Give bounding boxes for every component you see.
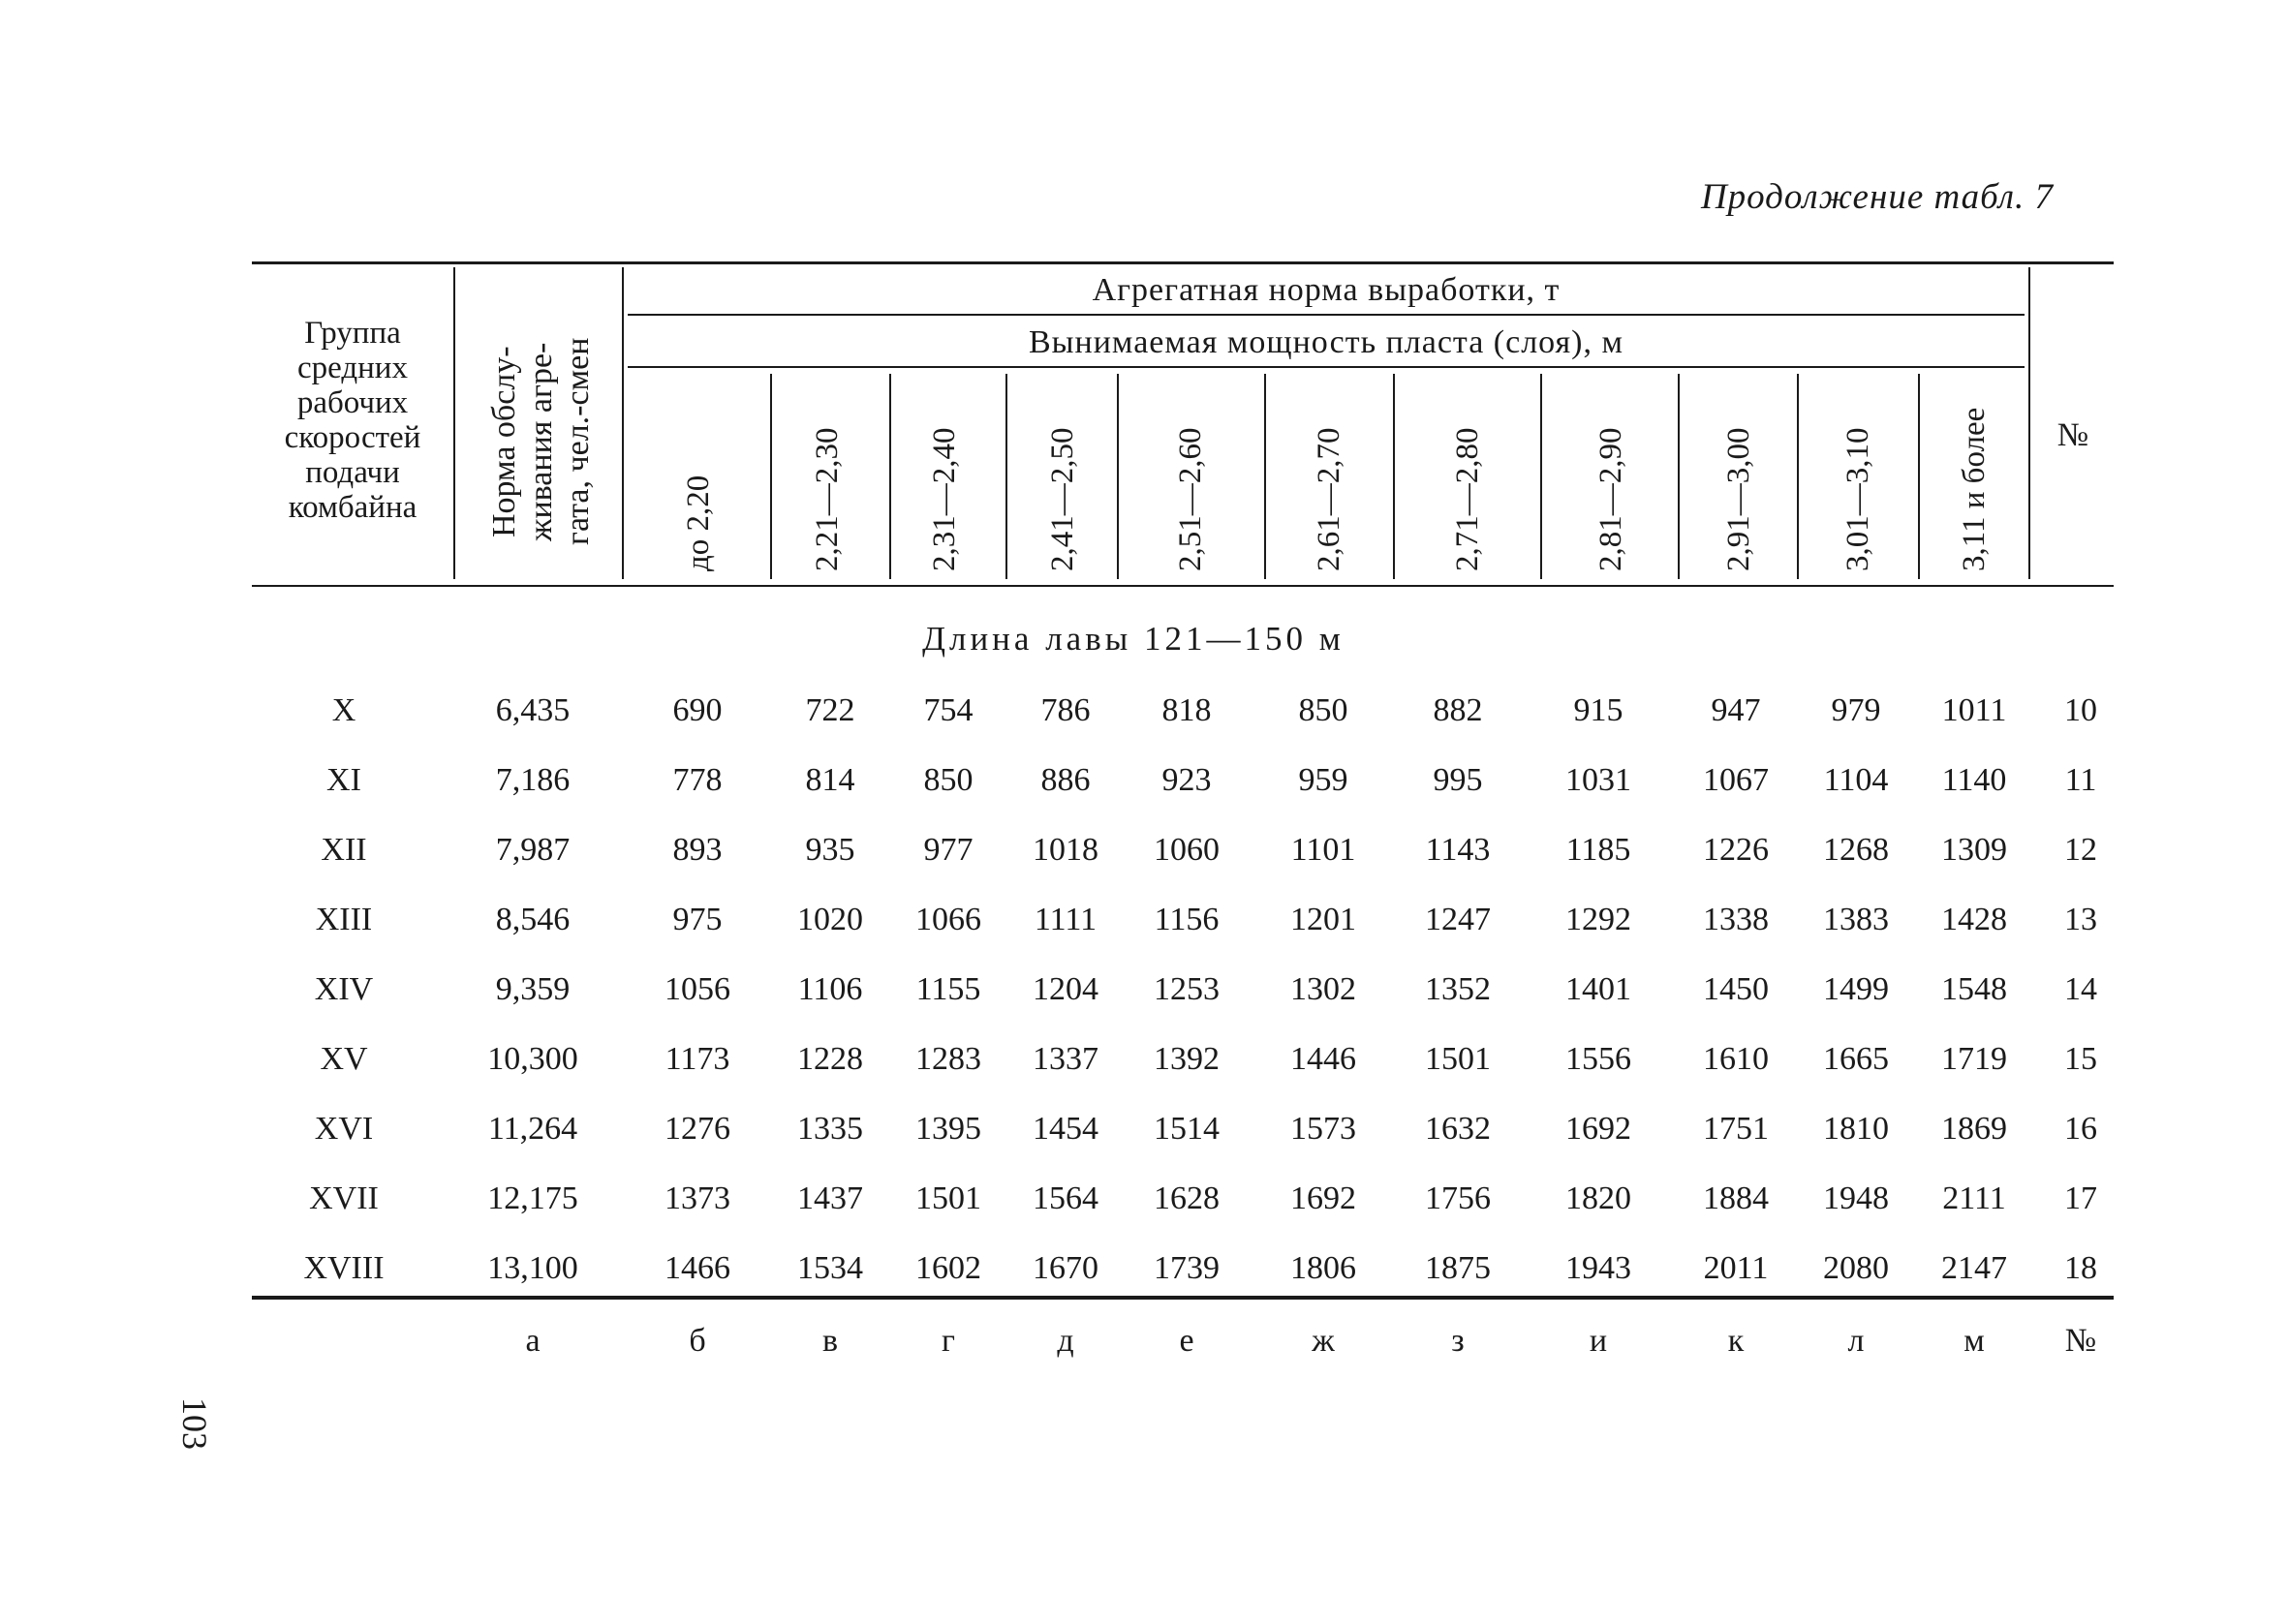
group-cell: XVI [314,1111,374,1147]
value-cell: 1514 [1154,1111,1220,1147]
value-cell: 1670 [1033,1250,1098,1286]
top-rule [252,261,2114,264]
number-cell: 14 [2064,971,2097,1007]
group-header-line: рабочих [296,385,409,420]
value-cell: 786 [1040,692,1091,728]
column-letter: ж [1312,1323,1335,1359]
value-cell: 1292 [1565,902,1631,937]
value-cell: 1548 [1941,971,2007,1007]
aggregate-norm-header: Агрегатная норма выработки, т [1092,272,1561,308]
column-letter: з [1451,1323,1465,1359]
value-cell: 882 [1433,692,1483,728]
column-letter: л [1847,1323,1865,1359]
value-cell: 1018 [1033,832,1098,868]
header-bottom-rule [252,585,2114,587]
column-letter: а [525,1323,541,1359]
norm-header [486,320,597,564]
value-cell: 1739 [1154,1250,1220,1286]
value-cell: 1556 [1565,1041,1631,1077]
value-cell: 1884 [1703,1180,1769,1216]
value-cell: 1140 [1941,762,2007,798]
section-title: Длина лавы 121—150 м [922,620,1345,658]
value-cell: 1395 [915,1111,981,1147]
value-cell: 1756 [1425,1180,1491,1216]
value-cell: 1373 [665,1180,730,1216]
norm-header-line: Норма обслу- [486,346,522,537]
divider-col-1 [770,374,772,579]
norm-cell: 8,546 [495,902,571,937]
column-letter: г [942,1323,955,1359]
number-cell: 12 [2064,832,2097,868]
value-cell: 1450 [1703,971,1769,1007]
value-cell: 1806 [1290,1250,1356,1286]
value-cell: 886 [1040,762,1091,798]
value-cell: 2111 [1942,1180,2006,1216]
column-letter: м [1963,1323,1985,1359]
value-cell: 1628 [1154,1180,1220,1216]
value-cell: 1111 [1034,902,1098,937]
value-cell: 1466 [665,1250,730,1286]
value-cell: 1943 [1565,1250,1631,1286]
divider-col-3 [1005,374,1007,579]
norm-cell: 6,435 [495,692,571,728]
number-cell: 10 [2064,692,2097,728]
group-header-line: средних [297,351,408,385]
table-row [0,682,2288,740]
norm-cell: 10,300 [487,1041,578,1077]
value-cell: 2080 [1823,1250,1889,1286]
value-cell: 1283 [915,1041,981,1077]
value-cell: 1875 [1425,1250,1491,1286]
thickness-underline [628,366,2025,368]
seam-thickness-header: Вынимаемая мощность пласта (слоя), м [1029,324,1623,360]
thickness-col-header: 2,81—2,90 [1593,427,1628,571]
value-cell: 1665 [1823,1041,1889,1077]
value-cell: 1338 [1703,902,1769,937]
value-cell: 1751 [1703,1111,1769,1147]
divider-col-2 [889,374,891,579]
value-cell: 1632 [1425,1111,1491,1147]
value-cell: 1335 [797,1111,863,1147]
value-cell: 1501 [1425,1041,1491,1077]
table-caption: Продолжение табл. 7 [1700,177,2054,217]
value-cell: 1309 [1941,832,2007,868]
value-cell: 1337 [1033,1041,1098,1077]
value-cell: 2011 [1703,1250,1769,1286]
group-cell: XVII [309,1180,379,1216]
value-cell: 850 [1298,692,1348,728]
value-cell: 1437 [797,1180,863,1216]
divider-number [2028,267,2030,579]
value-cell: 1056 [665,971,730,1007]
number-cell: 16 [2064,1111,2097,1147]
page-number: 103 [175,1397,214,1450]
thickness-col-header: 2,91—3,00 [1721,427,1756,571]
value-cell: 1820 [1565,1180,1631,1216]
divider-col-9 [1797,374,1799,579]
value-cell: 1810 [1823,1111,1889,1147]
value-cell: 1401 [1565,971,1631,1007]
divider-col-7 [1540,374,1542,579]
norm-header-line: живания агре- [523,342,559,541]
group-cell: X [331,692,356,728]
value-cell: 1155 [915,971,981,1007]
thickness-col-header: 2,31—2,40 [927,427,962,571]
table-row [0,961,2288,1019]
norm-cell: 11,264 [487,1111,578,1147]
group-cell: XIV [314,971,374,1007]
group-header [256,316,449,525]
value-cell: 1143 [1425,832,1491,868]
thickness-col-header: 3,11 и более [1957,407,1992,571]
aggregate-underline [628,314,2025,316]
value-cell: 1106 [797,971,863,1007]
column-letter: и [1589,1323,1608,1359]
value-cell: 1173 [665,1041,730,1077]
value-cell: 935 [805,832,855,868]
table-row [0,1100,2288,1158]
column-letter: д [1057,1323,1074,1359]
group-header-line: скоростей [284,420,421,455]
value-cell: 1692 [1290,1180,1356,1216]
divider-col-5 [1264,374,1266,579]
number-cell: 15 [2064,1041,2097,1077]
thickness-col-header: 2,71—2,80 [1450,427,1485,571]
value-cell: 915 [1573,692,1623,728]
thickness-col-header: 3,01—3,10 [1840,427,1875,571]
divider-norm [622,267,624,579]
value-cell: 1020 [797,902,863,937]
value-cell: 1602 [915,1250,981,1286]
divider-col-6 [1393,374,1395,579]
table-row [0,891,2288,949]
value-cell: 1428 [1941,902,2007,937]
table-row [0,751,2288,810]
column-letter: в [821,1323,839,1359]
value-cell: 754 [923,692,974,728]
value-cell: 1011 [1941,692,2007,728]
value-cell: 1204 [1033,971,1098,1007]
value-cell: 1383 [1823,902,1889,937]
value-cell: 1692 [1565,1111,1631,1147]
number-cell: 18 [2064,1250,2097,1286]
value-cell: 1060 [1154,832,1220,868]
group-cell: XV [320,1041,368,1077]
value-cell: 995 [1433,762,1483,798]
value-cell: 2147 [1941,1250,2007,1286]
column-letter: к [1727,1323,1745,1359]
number-cell: 17 [2064,1180,2097,1216]
value-cell: 1031 [1565,762,1631,798]
column-letter: № [2064,1323,2097,1359]
thickness-col-header: до 2,20 [681,475,716,571]
value-cell: 1302 [1290,971,1356,1007]
divider-col-10 [1918,374,1920,579]
value-cell: 1948 [1823,1180,1889,1216]
group-header-line: комбайна [288,490,417,525]
value-cell: 722 [805,692,855,728]
value-cell: 1869 [1941,1111,2007,1147]
table-row [0,1170,2288,1228]
thickness-col-header: 2,41—2,50 [1045,427,1080,571]
value-cell: 1446 [1290,1041,1356,1077]
norm-cell: 12,175 [487,1180,578,1216]
table-row [0,821,2288,879]
value-cell: 690 [672,692,723,728]
value-cell: 778 [672,762,723,798]
value-cell: 1564 [1033,1180,1098,1216]
value-cell: 1226 [1703,832,1769,868]
group-header-line: Группа [304,316,401,351]
value-cell: 1185 [1565,832,1631,868]
divider-col-4 [1117,374,1119,579]
number-cell: 13 [2064,902,2097,937]
value-cell: 818 [1161,692,1212,728]
column-letter: е [1179,1323,1194,1359]
divider-col-8 [1678,374,1680,579]
value-cell: 893 [672,832,723,868]
thickness-col-header: 2,21—2,30 [810,427,845,571]
value-cell: 1610 [1703,1041,1769,1077]
group-cell: XVIII [303,1250,385,1286]
value-cell: 979 [1831,692,1881,728]
group-cell: XI [326,762,361,798]
table-row [0,1240,2288,1298]
value-cell: 1499 [1823,971,1889,1007]
group-cell: XIII [315,902,373,937]
value-cell: 1276 [665,1111,730,1147]
group-header-line: подачи [305,455,400,490]
divider-group [453,267,455,579]
value-cell: 975 [672,902,723,937]
value-cell: 814 [805,762,855,798]
table-row [0,1030,2288,1088]
value-cell: 1268 [1823,832,1889,868]
group-cell: XII [321,832,367,868]
thickness-col-header: 2,51—2,60 [1173,427,1208,571]
norm-cell: 7,186 [495,762,571,798]
number-header: № [2056,417,2089,453]
value-cell: 959 [1298,762,1348,798]
value-cell: 977 [923,832,974,868]
value-cell: 1534 [797,1250,863,1286]
thickness-col-header: 2,61—2,70 [1312,427,1346,571]
value-cell: 1253 [1154,971,1220,1007]
column-letter: б [689,1323,706,1359]
value-cell: 1247 [1425,902,1491,937]
value-cell: 1352 [1425,971,1491,1007]
value-cell: 947 [1711,692,1761,728]
value-cell: 1573 [1290,1111,1356,1147]
value-cell: 1066 [915,902,981,937]
value-cell: 923 [1161,762,1212,798]
value-cell: 1156 [1154,902,1220,937]
value-cell: 850 [923,762,974,798]
column-letters-row [0,1312,2288,1370]
norm-cell: 7,987 [495,832,571,868]
norm-cell: 13,100 [487,1250,578,1286]
value-cell: 1501 [915,1180,981,1216]
norm-header-line: гата, чел.-смен [560,337,596,546]
number-cell: 11 [2064,762,2097,798]
value-cell: 1104 [1823,762,1889,798]
value-cell: 1228 [797,1041,863,1077]
value-cell: 1719 [1941,1041,2007,1077]
value-cell: 1101 [1290,832,1356,868]
norm-cell: 9,359 [495,971,571,1007]
value-cell: 1454 [1033,1111,1098,1147]
value-cell: 1067 [1703,762,1769,798]
value-cell: 1201 [1290,902,1356,937]
value-cell: 1392 [1154,1041,1220,1077]
